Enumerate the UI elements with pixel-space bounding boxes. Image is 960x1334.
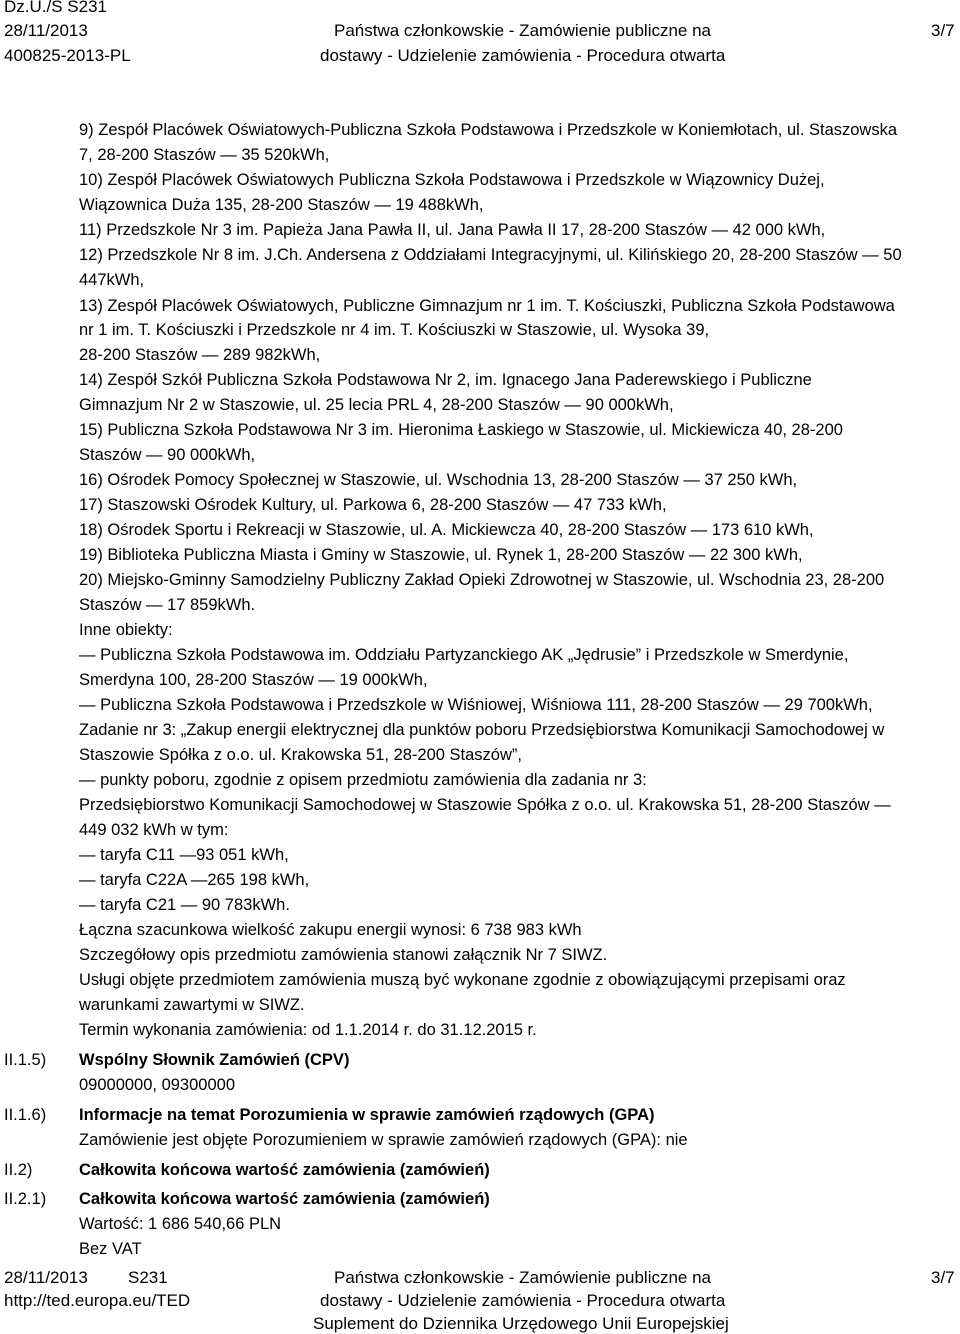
body-line: Smerdyna 100, 28-200 Staszów — 19 000kWh, xyxy=(79,671,428,689)
footer-code: S231 xyxy=(128,1268,168,1287)
body-line: — taryfa C11 —93 051 kWh, xyxy=(79,846,289,864)
section-text: 09000000, 09300000 xyxy=(79,1076,235,1094)
body-line: Przedsiębiorstwo Komunikacji Samochodowej w Staszowie Spółka z o.o. ul. Krakowska 51, 28-200 Staszów — xyxy=(79,796,891,814)
doc-number: 400825-2013-PL xyxy=(4,46,131,65)
body-line: — punkty poboru, zgodnie z opisem przedmiotu zamówienia dla zadania nr 3: xyxy=(79,771,647,789)
section-number: II.1.5) xyxy=(4,1051,47,1069)
body-line: 449 032 kWh w tym: xyxy=(79,821,229,839)
header-title-1: Państwa członkowskie - Zamówienie publiczne na xyxy=(334,21,712,40)
body-line: Staszów — 90 000kWh, xyxy=(79,446,256,464)
doc-series: Dz.U./S S231 xyxy=(4,0,107,16)
footer-date: 28/11/2013 xyxy=(4,1268,88,1287)
header-page-number: 3/7 xyxy=(931,21,955,40)
body-line: 16) Ośrodek Pomocy Społecznej w Staszowie, ul. Wschodnia 13, 28-200 Staszów — 37 250 kWh, xyxy=(79,471,798,489)
value-vat-note: Bez VAT xyxy=(79,1240,142,1258)
header-date: 28/11/2013 xyxy=(4,21,88,40)
body-line: Usługi objęte przedmiotem zamówienia muszą być wykonane zgodnie z obowiązującymi przepisami oraz xyxy=(79,971,846,989)
section-number: II.2) xyxy=(4,1161,33,1179)
body-line: 11) Przedszkole Nr 3 im. Papieża Jana Pawła II, ul. Jana Pawła II 17, 28-200 Staszów — 42 000 kWh, xyxy=(79,221,826,239)
section-text: Zamówienie jest objęte Porozumieniem w sprawie zamówień rządowych (GPA): nie xyxy=(79,1131,688,1149)
body-line: 12) Przedszkole Nr 8 im. J.Ch. Andersena z Oddziałami Integracyjnymi, ul. Kilińskiego 20, 28-200 Staszów — 50 xyxy=(79,246,902,264)
footer-title-3: Suplement do Dziennika Urzędowego Unii Europejskiej xyxy=(313,1314,729,1333)
body-line: 7, 28-200 Staszów — 35 520kWh, xyxy=(79,146,330,164)
body-line: 15) Publiczna Szkoła Podstawowa Nr 3 im. Hieronima Łaskiego w Staszowie, ul. Mickiewicza 40, 28-200 xyxy=(79,421,843,439)
footer-title-1: Państwa członkowskie - Zamówienie publiczne na xyxy=(334,1268,712,1287)
body-line: warunkami zawartymi w SIWZ. xyxy=(79,996,305,1014)
section-title: Wspólny Słownik Zamówień (CPV) xyxy=(79,1051,350,1069)
section-title: Całkowita końcowa wartość zamówienia (zamówień) xyxy=(79,1161,490,1179)
body-line: 447kWh, xyxy=(79,271,145,289)
body-line: Łączna szacunkowa wielkość zakupu energii wynosi: 6 738 983 kWh xyxy=(79,921,582,939)
section-title: Informacje na temat Porozumienia w sprawie zamówień rządowych (GPA) xyxy=(79,1106,655,1124)
body-line: Wiązownica Duża 135, 28-200 Staszów — 19 488kWh, xyxy=(79,196,484,214)
body-line: Szczegółowy opis przedmiotu zamówienia stanowi załącznik Nr 7 SIWZ. xyxy=(79,946,608,964)
body-line: Inne obiekty: xyxy=(79,621,173,639)
section-title: Całkowita końcowa wartość zamówienia (zamówień) xyxy=(79,1190,490,1208)
body-line: Staszów — 17 859kWh. xyxy=(79,596,256,614)
body-line: Termin wykonania zamówienia: od 1.1.2014 r. do 31.12.2015 r. xyxy=(79,1021,537,1039)
body-line: Gimnazjum Nr 2 w Staszowie, ul. 25 lecia PRL 4, 28-200 Staszów — 90 000kWh, xyxy=(79,396,674,414)
body-line: 19) Biblioteka Publiczna Miasta i Gminy w Staszowie, ul. Rynek 1, 28-200 Staszów — 22 300 kWh, xyxy=(79,546,803,564)
body-line: 14) Zespół Szkół Publiczna Szkoła Podstawowa Nr 2, im. Ignacego Jana Paderewskiego i Publiczne xyxy=(79,371,812,389)
body-line: 18) Ośrodek Sportu i Rekreacji w Staszowie, ul. A. Mickiewcza 40, 28-200 Staszów — 173 610 kWh, xyxy=(79,521,814,539)
body-line: 28-200 Staszów — 289 982kWh, xyxy=(79,346,321,364)
body-line: 13) Zespół Placówek Oświatowych, Publiczne Gimnazjum nr 1 im. T. Kościuszki, Publiczna Szkoła Podstawowa xyxy=(79,297,895,315)
body-line: 10) Zespół Placówek Oświatowych Publiczna Szkoła Podstawowa i Przedszkole w Wiązownicy Dużej, xyxy=(79,171,825,189)
body-line: nr 1 im. T. Kościuszki i Przedszkole nr 4 im. T. Kościuszki w Staszowie, ul. Wysoka 39, xyxy=(79,321,710,339)
body-line: — Publiczna Szkoła Podstawowa i Przedszkole w Wiśniowej, Wiśniowa 111, 28-200 Staszów — 29 700kWh, xyxy=(79,696,873,714)
body-line: — Publiczna Szkoła Podstawowa im. Oddziału Partyzanckiego AK „Jędrusie” i Przedszkole w Smerdynie, xyxy=(79,646,849,664)
body-line: 17) Staszowski Ośrodek Kultury, ul. Parkowa 6, 28-200 Staszów — 47 733 kWh, xyxy=(79,496,667,514)
section-number: II.2.1) xyxy=(4,1190,47,1208)
header-title-2: dostawy - Udzielenie zamówienia - Procedura otwarta xyxy=(320,46,726,65)
footer-title-2: dostawy - Udzielenie zamówienia - Procedura otwarta xyxy=(320,1291,726,1310)
body-line: — taryfa C21 — 90 783kWh. xyxy=(79,896,290,914)
body-line: — taryfa C22A —265 198 kWh, xyxy=(79,871,310,889)
value-amount: Wartość: 1 686 540,66 PLN xyxy=(79,1215,282,1233)
footer-page-number: 3/7 xyxy=(931,1268,955,1287)
section-number: II.1.6) xyxy=(4,1106,47,1124)
body-line: 20) Miejsko-Gminny Samodzielny Publiczny Zakład Opieki Zdrowotnej w Staszowie, ul. Wschodnia 23, 28-200 xyxy=(79,571,885,589)
body-line: 9) Zespół Placówek Oświatowych-Publiczna Szkoła Podstawowa i Przedszkole w Koniemłotach, ul. Staszowska xyxy=(79,121,898,139)
body-line: Zadanie nr 3: „Zakup energii elektrycznej dla punktów poboru Przedsiębiorstwa Komunikacji Samochodowej w xyxy=(79,721,885,739)
footer-url[interactable]: http://ted.europa.eu/TED xyxy=(4,1291,191,1310)
body-line: Staszowie Spółka z o.o. ul. Krakowska 51, 28-200 Staszów”, xyxy=(79,746,522,764)
